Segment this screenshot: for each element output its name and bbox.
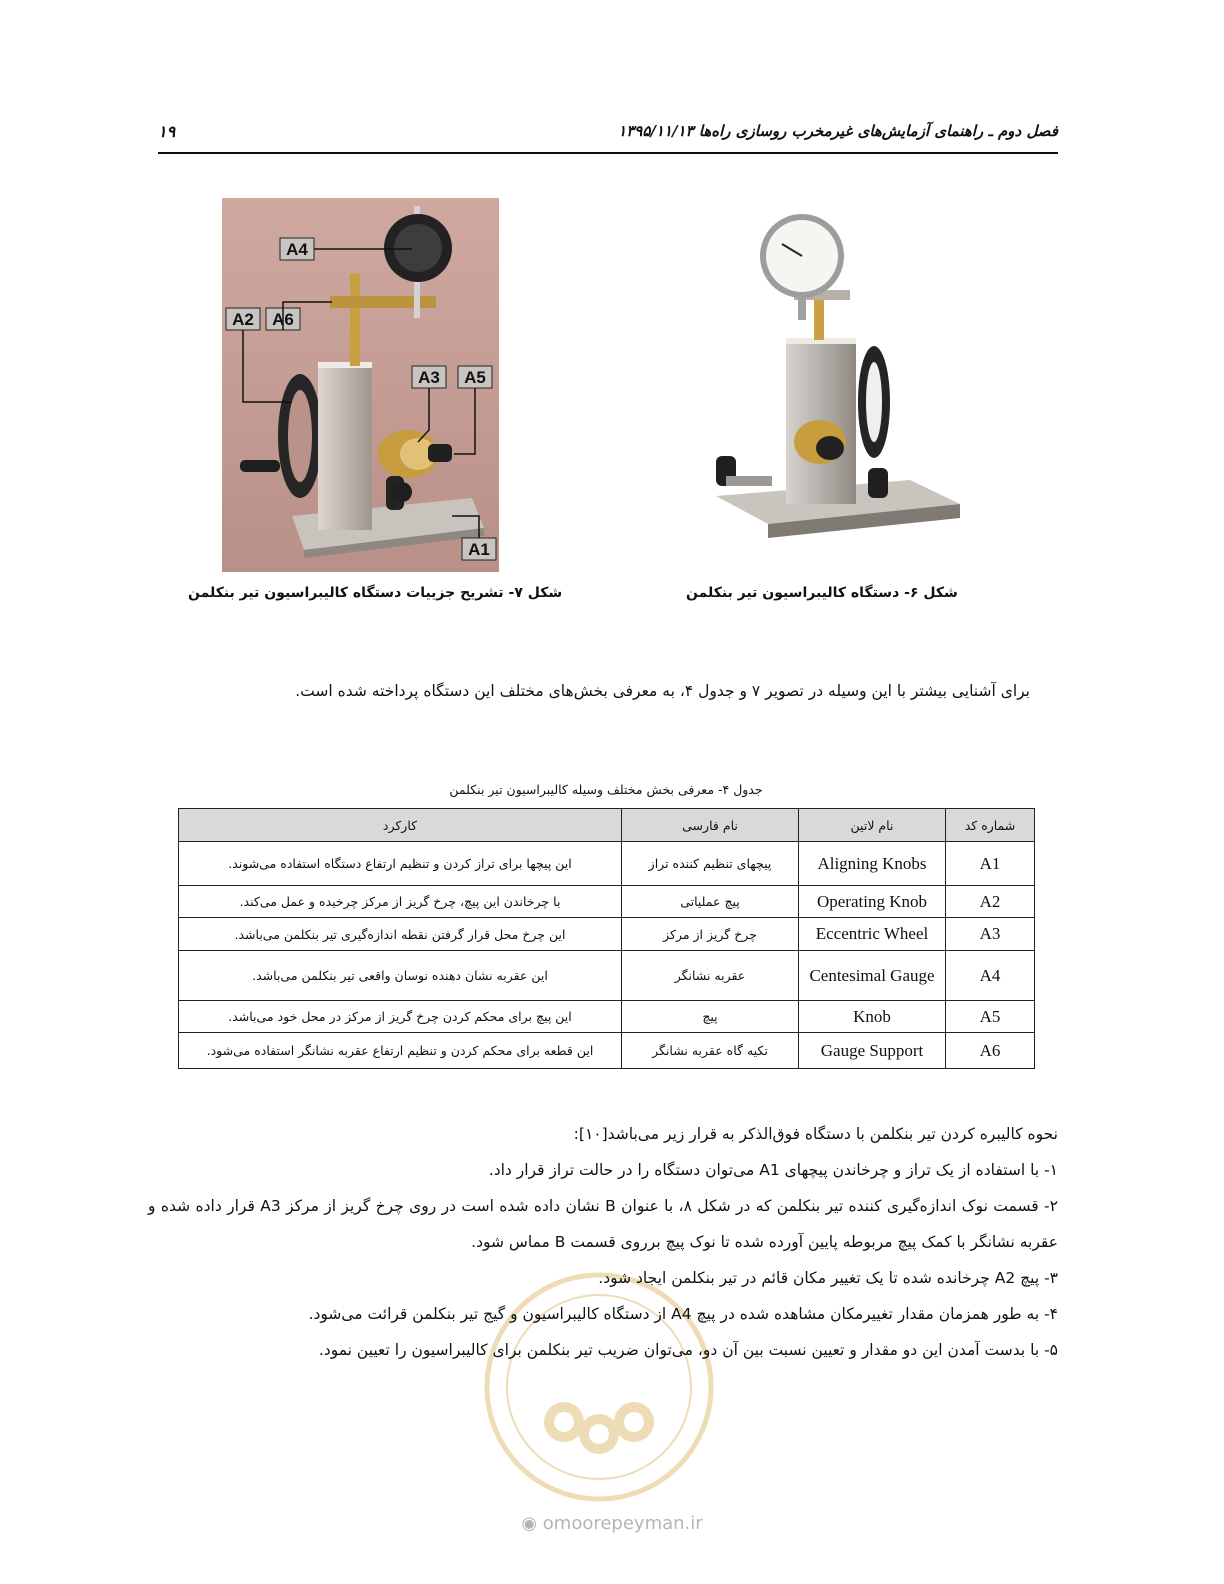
- page-number: ۱۹: [158, 122, 176, 141]
- cell-function: این پیچها برای تراز کردن و تنظیم ارتفاع دستگاه استفاده می‌شوند.: [179, 842, 622, 886]
- cell-latin-name: Aligning Knobs: [799, 842, 946, 886]
- cell-latin-name: Eccentric Wheel: [799, 918, 946, 951]
- cell-persian-name: پیچهای تنظیم کننده تراز: [622, 842, 799, 886]
- cell-latin-name: Gauge Support: [799, 1033, 946, 1069]
- calibration-procedure: [148, 1116, 1058, 1368]
- procedure-step: ۱- با استفاده از یک تراز و چرخاندن پیچهای A1 می‌توان دستگاه را در حالت تراز قرار داد.: [488, 1161, 1058, 1179]
- procedure-intro: نحوه کالیبره کردن تیر بنکلمن با دستگاه فوق‌الذکر به قرار زیر می‌باشد[۱۰]:: [573, 1125, 1058, 1143]
- table-row: [179, 886, 1035, 918]
- procedure-step: ۳- پیچ A2 چرخانده شده تا یک تغییر مکان قائم در تیر بنکلمن ایجاد شود.: [598, 1269, 1058, 1287]
- intro-paragraph: برای آشنایی بیشتر با این وسیله در تصویر ۷ و جدول ۴، به معرفی بخش‌های مختلف این دستگاه پرداخته شده است.: [295, 682, 1030, 700]
- cell-persian-name: تکیه گاه عقربه نشانگر: [622, 1033, 799, 1069]
- cell-code: A4: [946, 951, 1035, 1001]
- procedure-step: ۴- به طور همزمان مقدار تغییرمکان مشاهده شده در پیچ A4 از دستگاه کالیبراسیون و گیج تیر بنکلمن قرائت می‌شود.: [308, 1305, 1058, 1323]
- header-function: کارکرد: [179, 809, 622, 842]
- cell-persian-name: عقربه نشانگر: [622, 951, 799, 1001]
- label-a6: A6: [272, 310, 294, 329]
- footer-website: [0, 1513, 1224, 1534]
- cell-persian-name: پیچ: [622, 1001, 799, 1033]
- label-a2: A2: [232, 310, 254, 329]
- header-latin-name: نام لاتین: [799, 809, 946, 842]
- cell-latin-name: Operating Knob: [799, 886, 946, 918]
- label-a1: A1: [468, 540, 490, 559]
- figure-7-photo: [222, 198, 499, 572]
- label-a5: A5: [464, 368, 486, 387]
- cell-function: این چرخ محل قرار گرفتن نقطه اندازه‌گیری تیر بنکلمن می‌باشد.: [179, 918, 622, 951]
- globe-icon: ◉: [521, 1513, 538, 1534]
- running-title: فصل دوم ـ راهنمای آزمایش‌های غیرمخرب روسازی راه‌ها ۱۳۹۵/۱۱/۱۳: [618, 122, 1058, 140]
- procedure-step: ۲- قسمت نوک اندازه‌گیری کننده تیر بنکلمن که در شکل ۸، با عنوان B نشان داده شده است در روی چرخ گریز از مرکز A3 قرار داده شده و عقربه نشانگر با کمک پیچ مربوطه پایین آورده شده تا نوک پیچ برروی قسمت B مماس شود.: [148, 1197, 1058, 1251]
- cell-code: A1: [946, 842, 1035, 886]
- cell-function: این قطعه برای محکم کردن و تنظیم ارتفاع عقربه نشانگر استفاده می‌شود.: [179, 1033, 622, 1069]
- table-4-caption: جدول ۴- معرفی بخش مختلف وسیله کالیبراسیون تیر بنکلمن: [449, 782, 763, 797]
- figure-6-photo: [698, 204, 968, 550]
- cell-function: این پیچ برای محکم کردن چرخ گریز از مرکز در محل خود می‌باشد.: [179, 1001, 622, 1033]
- calibration-device-image: [698, 204, 968, 550]
- figure-7-caption: شکل ۷- تشریح جزییات دستگاه کالیبراسیون تیر بنکلمن: [188, 585, 563, 601]
- cell-persian-name: چرخ گریز از مرکز: [622, 918, 799, 951]
- table-header-row: [179, 809, 1035, 842]
- cell-code: A5: [946, 1001, 1035, 1033]
- table-row: [179, 1033, 1035, 1069]
- table-row: [179, 918, 1035, 951]
- label-a3: A3: [418, 368, 440, 387]
- website-text: omoorepeyman.ir: [542, 1513, 703, 1534]
- cell-latin-name: Centesimal Gauge: [799, 951, 946, 1001]
- table-row: [179, 842, 1035, 886]
- procedure-step: ۵- با بدست آمدن این دو مقدار و تعیین نسبت بین آن دو، می‌توان ضریب تیر بنکلمن برای کالیبراسیون را تعیین نمود.: [318, 1341, 1058, 1359]
- cell-persian-name: پیچ عملیاتی: [622, 886, 799, 918]
- calibration-device-detail-image: [222, 198, 499, 572]
- cell-function: با چرخاندن این پیچ، چرخ گریز از مرکز چرخیده و عمل می‌کند.: [179, 886, 622, 918]
- cell-latin-name: Knob: [799, 1001, 946, 1033]
- cell-code: A2: [946, 886, 1035, 918]
- table-row: [179, 1001, 1035, 1033]
- label-a4: A4: [286, 240, 308, 259]
- parts-table: [178, 808, 1035, 1069]
- header-persian-name: نام فارسی: [622, 809, 799, 842]
- cell-code: A6: [946, 1033, 1035, 1069]
- cell-function: این عقربه نشان دهنده نوسان واقعی تیر بنکلمن می‌باشد.: [179, 951, 622, 1001]
- figure-6-caption: شکل ۶- دستگاه کالیبراسیون تیر بنکلمن: [686, 585, 958, 601]
- table-row: [179, 951, 1035, 1001]
- header-code: شماره کد: [946, 809, 1035, 842]
- cell-code: A3: [946, 918, 1035, 951]
- page-header: [158, 118, 1058, 154]
